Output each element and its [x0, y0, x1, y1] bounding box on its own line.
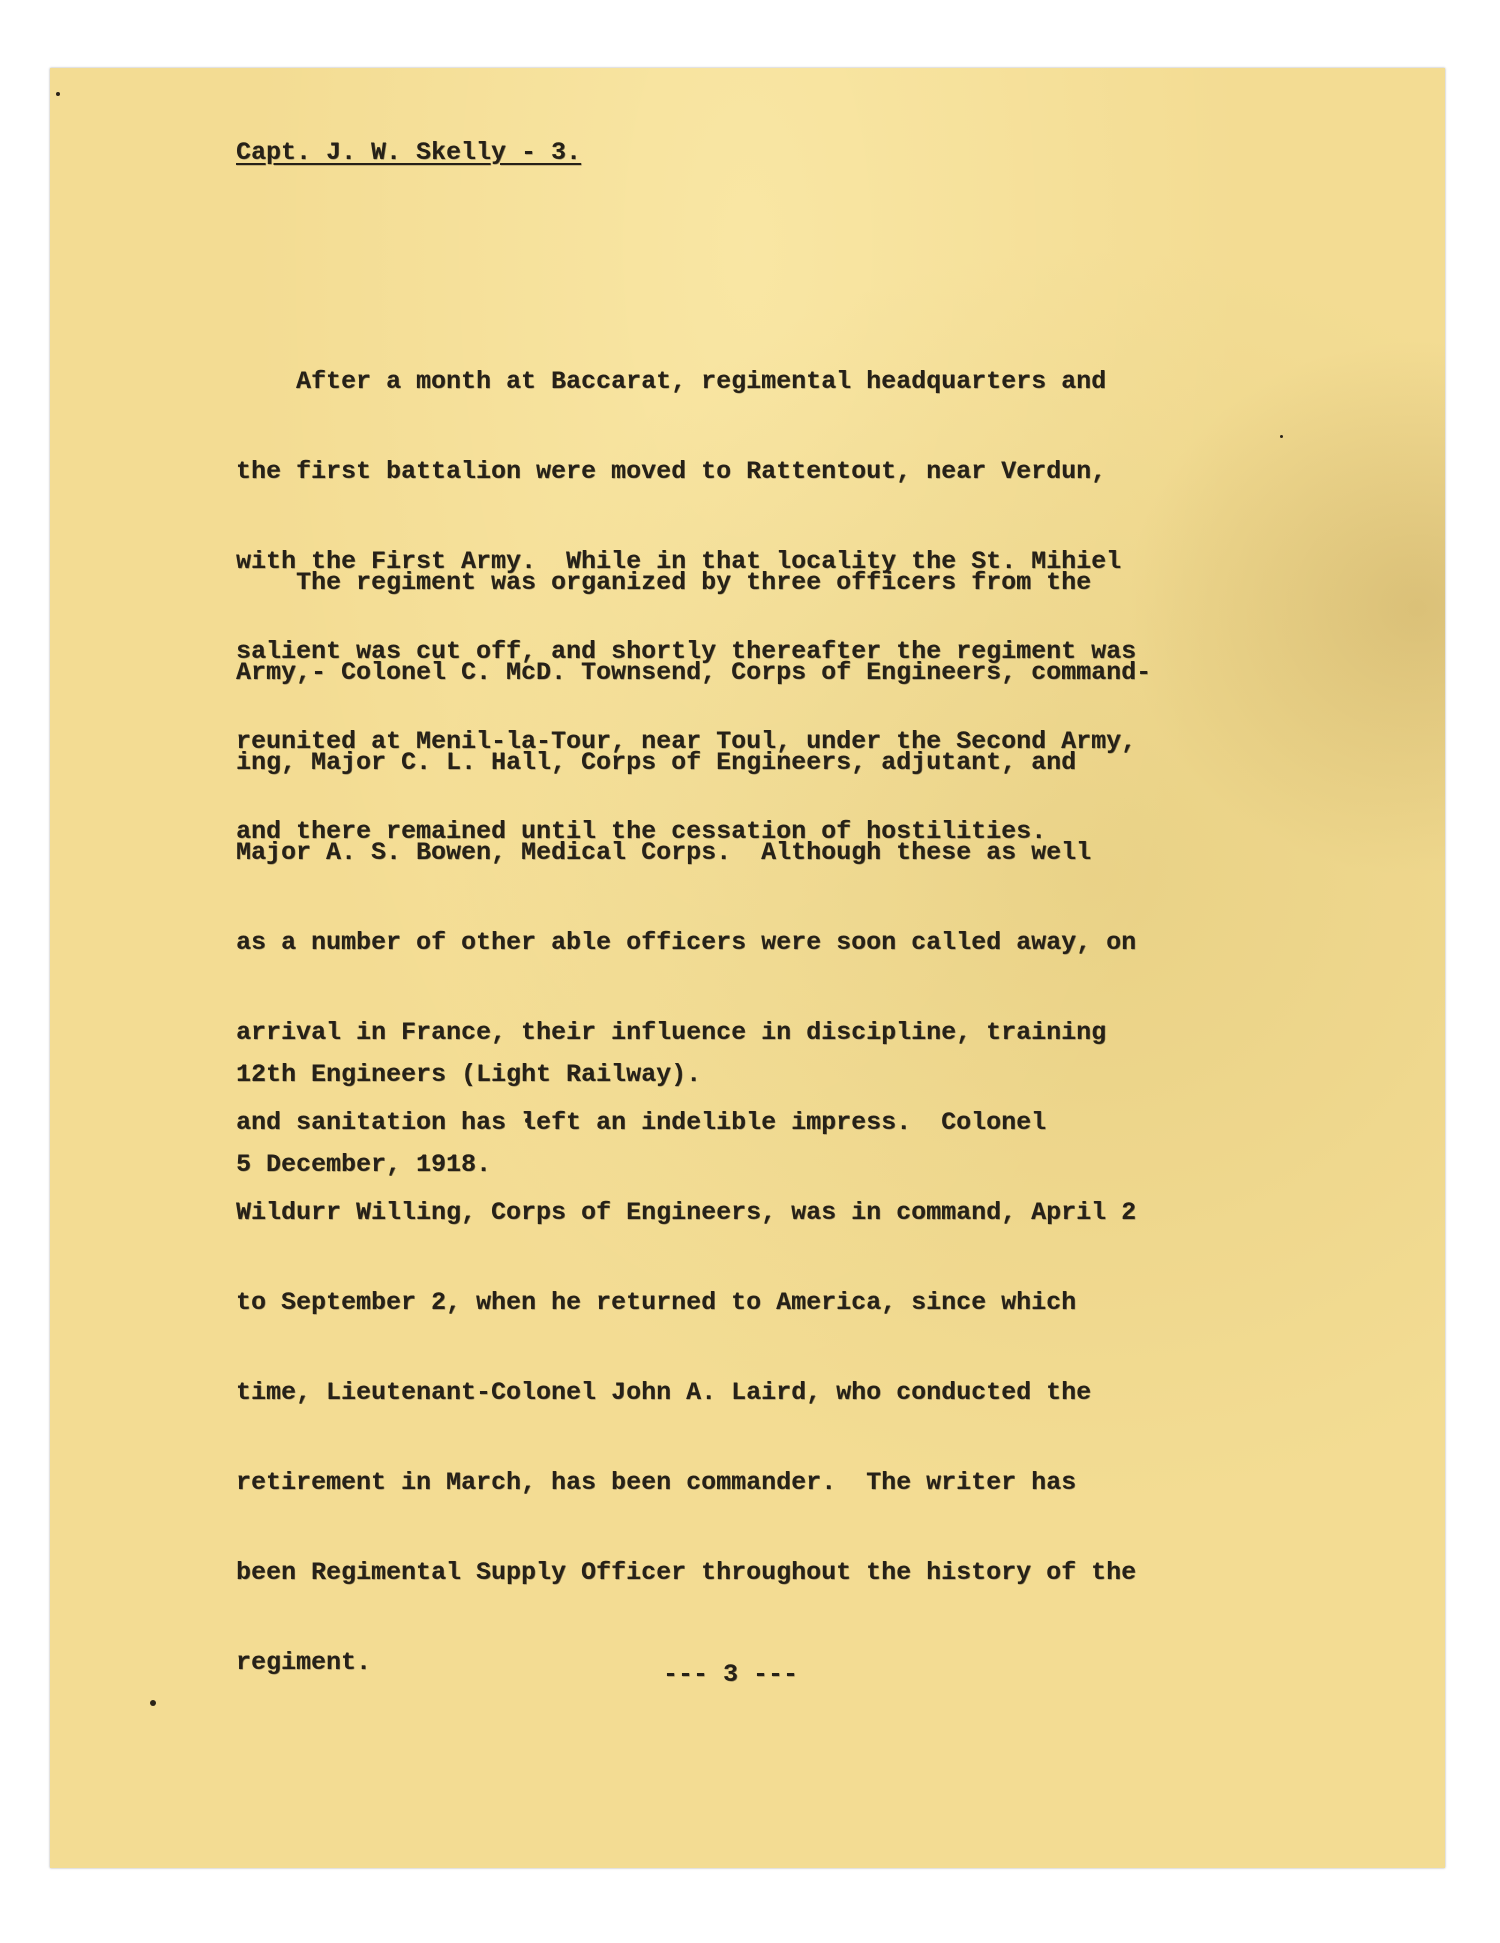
paragraph-line: as a number of other able officers were soon called away, on: [236, 928, 1137, 957]
paragraph-line: Army,- Colonel C. McD. Townsend, Corps of Engineers, command-: [236, 658, 1152, 687]
document-header: Capt. J. W. Skelly - 3.: [236, 138, 582, 167]
paragraph-line: retirement in March, has been commander. The writer has: [236, 1468, 1077, 1497]
document-date: 5 December, 1918.: [236, 1150, 492, 1179]
ink-speck: [150, 1700, 156, 1706]
paragraph-line: reunited at Menil-la-Tour, near Toul, under the Second Army,: [236, 727, 1137, 756]
paragraph-line: with the First Army. While in that locality the St. Mihiel: [236, 547, 1122, 576]
paragraph-line: The regiment was organized by three officers from the: [236, 568, 1092, 597]
paragraph-line: ing, Major C. L. Hall, Corps of Engineers, adjutant, and: [236, 748, 1077, 777]
ink-speck: [56, 92, 60, 96]
paragraph-line: After a month at Baccarat, regimental headquarters and: [236, 367, 1107, 396]
paragraph-line: been Regimental Supply Officer throughout the history of the: [236, 1558, 1137, 1587]
paragraph-line: to September 2, when he returned to America, since which: [236, 1288, 1077, 1317]
paragraph-line: and there remained until the cessation of hostilities.: [236, 817, 1047, 846]
page-number: --- 3 ---: [663, 1660, 799, 1689]
paragraph-line: arrival in France, their influence in discipline, training: [236, 1018, 1107, 1047]
paragraph-line: and sanitation has left an indelible impress. Colonel: [236, 1108, 1047, 1137]
paragraph-line: time, Lieutenant-Colonel John A. Laird, who conducted the: [236, 1378, 1092, 1407]
paragraph-line: Major A. S. Bowen, Medical Corps. Although these as well: [236, 838, 1092, 867]
unit-name: 12th Engineers (Light Railway).: [236, 1060, 702, 1089]
paragraph-line: the first battalion were moved to Rattentout, near Verdun,: [236, 457, 1107, 486]
ink-speck: [1280, 435, 1283, 438]
closing-block: [236, 1000, 701, 1210]
paragraph-line: Wildurr Willing, Corps of Engineers, was in command, April 2: [236, 1198, 1137, 1227]
paragraph-line: regiment.: [236, 1648, 372, 1677]
paragraph-line: salient was cut off, and shortly thereafter the regiment was: [236, 637, 1137, 666]
